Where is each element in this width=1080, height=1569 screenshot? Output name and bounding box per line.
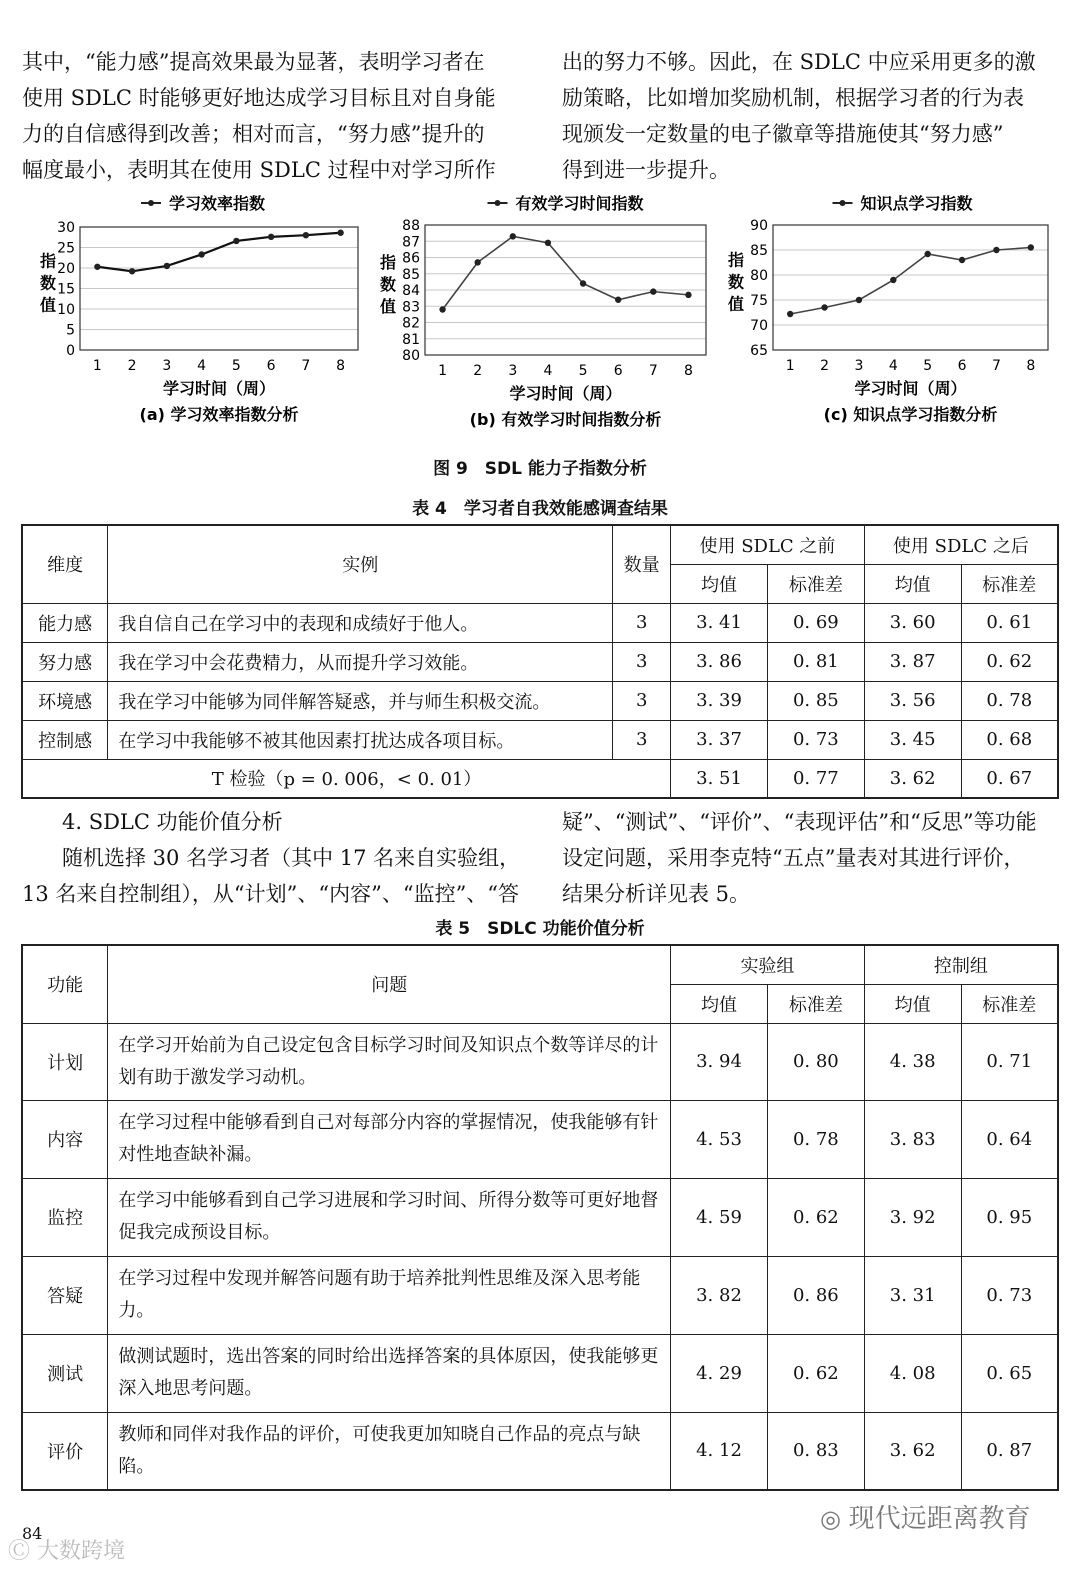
series-line [790, 248, 1031, 315]
cell: 0. 62 [767, 1178, 864, 1256]
ttest-label: T 检验（p = 0. 006，< 0. 01） [22, 759, 671, 798]
x-tick-label: 6 [957, 358, 967, 374]
data-point [439, 306, 445, 312]
table5-title: 表 5 SDLC 功能价值分析 [435, 919, 645, 939]
cell: 3 [613, 681, 671, 720]
data-point [787, 311, 793, 317]
y-tick-label: 80 [402, 348, 420, 364]
cell: 3. 37 [671, 720, 768, 759]
data-point [685, 292, 691, 298]
y-tick-label: 82 [402, 315, 420, 332]
data-point [1028, 244, 1034, 250]
header-mean: 均值 [671, 984, 768, 1023]
x-tick-label: 1 [92, 358, 102, 374]
paragraph-line: 结果分析详见表 5。 [562, 882, 751, 906]
table-row [22, 720, 1058, 759]
table-row [22, 1412, 1058, 1490]
header-dimension: 维度 [22, 525, 108, 603]
x-tick-label: 5 [578, 363, 588, 379]
data-point [233, 238, 239, 244]
paragraph-line: 现颁发一定数量的电子徽章等措施使其“努力感” [562, 122, 1004, 146]
wechat-icon: ◎ [820, 1505, 849, 1533]
cell: 0. 68 [961, 720, 1058, 759]
y-tick-label: 75 [750, 293, 768, 309]
paragraph-line: 幅度最小，表明其在使用 SDLC 过程中对学习所作 [22, 158, 496, 182]
cell: 0. 62 [961, 642, 1058, 681]
cell: 我自信自己在学习中的表现和成绩好于他人。 [108, 603, 613, 642]
table-row [22, 1334, 1058, 1412]
x-tick-label: 7 [648, 363, 658, 379]
cell: 3 [613, 720, 671, 759]
cell: 0. 77 [767, 759, 864, 798]
cell: 3. 62 [864, 1412, 961, 1490]
table5 [21, 944, 1059, 1491]
cell: 0. 73 [767, 720, 864, 759]
paragraph-line: 出的努力不够。因此，在 SDLC 中应采用更多的激 [562, 50, 1036, 74]
data-point [821, 304, 827, 310]
cell: 努力感 [22, 642, 108, 681]
page-number: 84 [22, 1524, 43, 1543]
y-axis-label: 值 [40, 295, 57, 315]
legend-marker [840, 200, 846, 206]
cell: 0. 83 [767, 1412, 864, 1490]
header-mean: 均值 [864, 564, 961, 603]
table4-title: 表 4 学习者自我效能感调查结果 [412, 499, 668, 519]
cell: 0. 81 [767, 642, 864, 681]
cell: 在学习开始前为自己设定包含目标学习时间及知识点个数等详尽的计划有助于激发学习动机。 [108, 1023, 671, 1100]
data-point [164, 263, 170, 269]
paragraph-line: 得到进一步提升。 [562, 158, 730, 182]
table-row [22, 642, 1058, 681]
data-point [856, 297, 862, 303]
x-tick-label: 7 [301, 358, 311, 374]
cell: 3. 41 [671, 603, 768, 642]
intro-left-column [22, 44, 522, 188]
y-tick-label: 83 [402, 299, 420, 316]
table-row [22, 1256, 1058, 1334]
x-tick-label: 3 [508, 363, 518, 379]
chart-caption: (a) 学习效率指数分析 [139, 405, 299, 424]
chart-c-svg [718, 185, 1063, 435]
legend-marker [148, 200, 154, 206]
x-tick-label: 1 [785, 358, 795, 374]
x-tick-label: 4 [888, 358, 898, 374]
ttest-row [22, 759, 1058, 798]
cell: 0. 95 [961, 1178, 1058, 1256]
cell: 0. 78 [961, 681, 1058, 720]
cell: 3. 94 [671, 1023, 768, 1100]
paragraph-line: 疑”、“测试”、“评价”、“表现评估”和“反思”等功能 [562, 810, 1037, 834]
data-point [545, 240, 551, 246]
cell: 教师和同伴对我作品的评价，可使我更加知晓自己作品的亮点与缺陷。 [108, 1412, 671, 1490]
cell: 0. 69 [767, 603, 864, 642]
cell: 0. 67 [961, 759, 1058, 798]
x-axis-label: 学习时间（周） [854, 379, 967, 398]
header-before: 使用 SDLC 之前 [671, 525, 865, 564]
cell: 4. 53 [671, 1100, 768, 1178]
data-point [198, 251, 204, 257]
cell: 在学习过程中能够看到自己对每部分内容的掌握情况，使我能够有针对性地查缺补漏。 [108, 1100, 671, 1178]
paragraph-line: 力的自信感得到改善；相对而言，“努力感”提升的 [22, 122, 485, 146]
cell: 评价 [22, 1412, 108, 1490]
cell: 在学习中能够看到自己学习进展和学习时间、所得分数等可更好地督促我完成预设目标。 [108, 1178, 671, 1256]
cell: 0. 85 [767, 681, 864, 720]
y-axis-label: 指 [728, 250, 745, 270]
legend-label: 有效学习时间指数 [515, 194, 644, 213]
chart-a-svg [20, 185, 370, 435]
watermark-corner: Ⓒ 大数跨境 [8, 1539, 126, 1564]
y-axis-label: 数 [40, 273, 57, 293]
data-point [890, 277, 896, 283]
data-point [959, 257, 965, 263]
cell: 环境感 [22, 681, 108, 720]
header-sd: 标准差 [961, 564, 1058, 603]
chart-b [370, 185, 715, 435]
cell: 3. 45 [864, 720, 961, 759]
data-point [268, 234, 274, 240]
header-question: 问题 [108, 945, 671, 1023]
data-point [474, 259, 480, 265]
y-tick-label: 90 [750, 218, 768, 234]
y-tick-label: 80 [750, 268, 768, 284]
data-point [580, 280, 586, 286]
x-axis-label: 学习时间（周） [162, 379, 276, 398]
y-tick-label: 30 [57, 220, 75, 236]
y-axis-label: 指 [380, 253, 397, 272]
paragraph-line: 其中，“能力感”提高效果最为显著，表明学习者在 [22, 50, 485, 74]
cell: 3. 51 [671, 759, 768, 798]
cell: 0. 87 [961, 1412, 1058, 1490]
data-point [993, 247, 999, 253]
y-tick-label: 70 [750, 318, 768, 334]
cell: 3. 87 [864, 642, 961, 681]
cell: 4. 12 [671, 1412, 768, 1490]
table-row [22, 1023, 1058, 1100]
data-point [129, 268, 135, 274]
paragraph-line: 使用 SDLC 时能够更好地达成学习目标且对自身能 [22, 86, 496, 110]
cell: 答疑 [22, 1256, 108, 1334]
legend-label: 学习效率指数 [169, 194, 266, 213]
table-row [22, 603, 1058, 642]
header-mean: 均值 [864, 984, 961, 1023]
header-function: 功能 [22, 945, 108, 1023]
cell: 3 [613, 642, 671, 681]
watermark-brand: ◎ 现代远距离教育 [820, 1504, 1031, 1534]
figure-caption: 图 9 SDL 能力子指数分析 [433, 459, 647, 479]
series-line [97, 233, 340, 272]
data-point [615, 297, 621, 303]
header-sd: 标准差 [767, 564, 864, 603]
cell: 内容 [22, 1100, 108, 1178]
data-point [650, 288, 656, 294]
y-axis-label: 值 [728, 294, 745, 314]
y-tick-label: 20 [57, 261, 75, 277]
y-tick-label: 85 [402, 266, 420, 283]
cell: 监控 [22, 1178, 108, 1256]
y-tick-label: 81 [402, 331, 420, 348]
x-tick-label: 6 [613, 363, 623, 379]
x-tick-label: 5 [231, 358, 241, 374]
chart-caption: (c) 知识点学习指数分析 [823, 405, 998, 424]
series-line [443, 236, 689, 309]
table-row [22, 1178, 1058, 1256]
logo-icon: Ⓒ [8, 1539, 37, 1564]
x-tick-label: 8 [336, 358, 346, 374]
paragraph-line: 设定问题，采用李克特“五点”量表对其进行评价， [562, 846, 1025, 870]
y-tick-label: 87 [402, 234, 420, 251]
intro-right-column [562, 44, 1062, 188]
header-control: 控制组 [864, 945, 1058, 984]
x-tick-label: 2 [473, 363, 483, 379]
y-tick-label: 86 [402, 250, 420, 267]
cell: 3. 31 [864, 1256, 961, 1334]
x-tick-label: 6 [266, 358, 276, 374]
y-tick-label: 10 [57, 302, 75, 318]
header-sd: 标准差 [767, 984, 864, 1023]
cell: 4. 08 [864, 1334, 961, 1412]
paragraph-line: 励策略，比如增加奖励机制，根据学习者的行为表 [562, 86, 1024, 110]
chart-a [20, 185, 370, 435]
x-axis-label: 学习时间（周） [509, 384, 622, 403]
data-point [94, 264, 100, 270]
cell: 0. 62 [767, 1334, 864, 1412]
section-heading: 4. SDLC 功能价值分析 [62, 810, 283, 834]
header-experiment: 实验组 [671, 945, 865, 984]
cell: 0. 73 [961, 1256, 1058, 1334]
y-axis-label: 数 [380, 275, 397, 294]
cell: 3. 83 [864, 1100, 961, 1178]
cell: 3. 39 [671, 681, 768, 720]
y-tick-label: 0 [66, 343, 75, 359]
cell: 0. 86 [767, 1256, 864, 1334]
plot-frame [773, 225, 1048, 350]
data-point [303, 232, 309, 238]
header-count: 数量 [613, 525, 671, 603]
x-tick-label: 5 [923, 358, 933, 374]
y-axis-label: 值 [380, 297, 397, 316]
x-tick-label: 2 [127, 358, 137, 374]
header-mean: 均值 [671, 564, 768, 603]
x-tick-label: 3 [162, 358, 172, 374]
header-after: 使用 SDLC 之后 [864, 525, 1058, 564]
cell: 3. 86 [671, 642, 768, 681]
cell: 0. 71 [961, 1023, 1058, 1100]
cell: 3. 56 [864, 681, 961, 720]
table-row [22, 1100, 1058, 1178]
data-point [337, 230, 343, 236]
header-example: 实例 [108, 525, 613, 603]
x-tick-label: 8 [1026, 358, 1036, 374]
y-tick-label: 65 [750, 343, 768, 359]
cell: 3 [613, 603, 671, 642]
cell: 3. 62 [864, 759, 961, 798]
x-tick-label: 7 [991, 358, 1001, 374]
cell: 我在学习中会花费精力，从而提升学习效能。 [108, 642, 613, 681]
cell: 能力感 [22, 603, 108, 642]
y-tick-label: 5 [66, 322, 75, 339]
x-tick-label: 3 [854, 358, 864, 374]
header-sd: 标准差 [961, 984, 1058, 1023]
cell: 0. 80 [767, 1023, 864, 1100]
cell: 4. 29 [671, 1334, 768, 1412]
cell: 我在学习中能够为同伴解答疑惑，并与师生积极交流。 [108, 681, 613, 720]
paragraph-line: 随机选择 30 名学习者（其中 17 名来自实验组， [62, 846, 521, 870]
cell: 在学习中我能够不被其他因素打扰达成各项目标。 [108, 720, 613, 759]
y-tick-label: 15 [57, 281, 75, 298]
cell: 3. 92 [864, 1178, 961, 1256]
cell: 0. 78 [767, 1100, 864, 1178]
chart-caption: (b) 有效学习时间指数分析 [469, 410, 662, 429]
cell: 控制感 [22, 720, 108, 759]
y-axis-label: 指 [40, 251, 57, 271]
y-tick-label: 84 [402, 283, 420, 299]
y-tick-label: 88 [402, 218, 420, 234]
x-tick-label: 4 [543, 363, 553, 379]
cell: 在学习过程中发现并解答问题有助于培养批判性思维及深入思考能力。 [108, 1256, 671, 1334]
table-row [22, 681, 1058, 720]
cell: 0. 65 [961, 1334, 1058, 1412]
table4 [21, 524, 1059, 799]
paragraph-line: 13 名来自控制组），从“计划”、“内容”、“监控”、“答 [22, 882, 520, 906]
y-tick-label: 85 [750, 243, 768, 259]
cell: 做测试题时，选出答案的同时给出选择答案的具体原因，使我能够更深入地思考问题。 [108, 1334, 671, 1412]
cell: 4. 38 [864, 1023, 961, 1100]
cell: 0. 64 [961, 1100, 1058, 1178]
cell: 计划 [22, 1023, 108, 1100]
cell: 4. 59 [671, 1178, 768, 1256]
y-axis-label: 数 [728, 272, 745, 292]
cell: 3. 60 [864, 603, 961, 642]
section4-left-column [22, 804, 522, 912]
legend-marker [495, 200, 501, 206]
x-tick-label: 1 [438, 363, 448, 379]
chart-b-svg [370, 185, 715, 435]
chart-c [718, 185, 1063, 435]
cell: 3. 82 [671, 1256, 768, 1334]
data-point [510, 233, 516, 239]
x-tick-label: 8 [683, 363, 693, 379]
x-tick-label: 4 [197, 358, 207, 374]
section4-right-column [562, 804, 1062, 912]
legend-label: 知识点学习指数 [860, 194, 973, 213]
data-point [924, 251, 930, 257]
cell: 测试 [22, 1334, 108, 1412]
y-tick-label: 25 [57, 240, 75, 257]
cell: 0. 61 [961, 603, 1058, 642]
x-tick-label: 2 [820, 358, 830, 374]
